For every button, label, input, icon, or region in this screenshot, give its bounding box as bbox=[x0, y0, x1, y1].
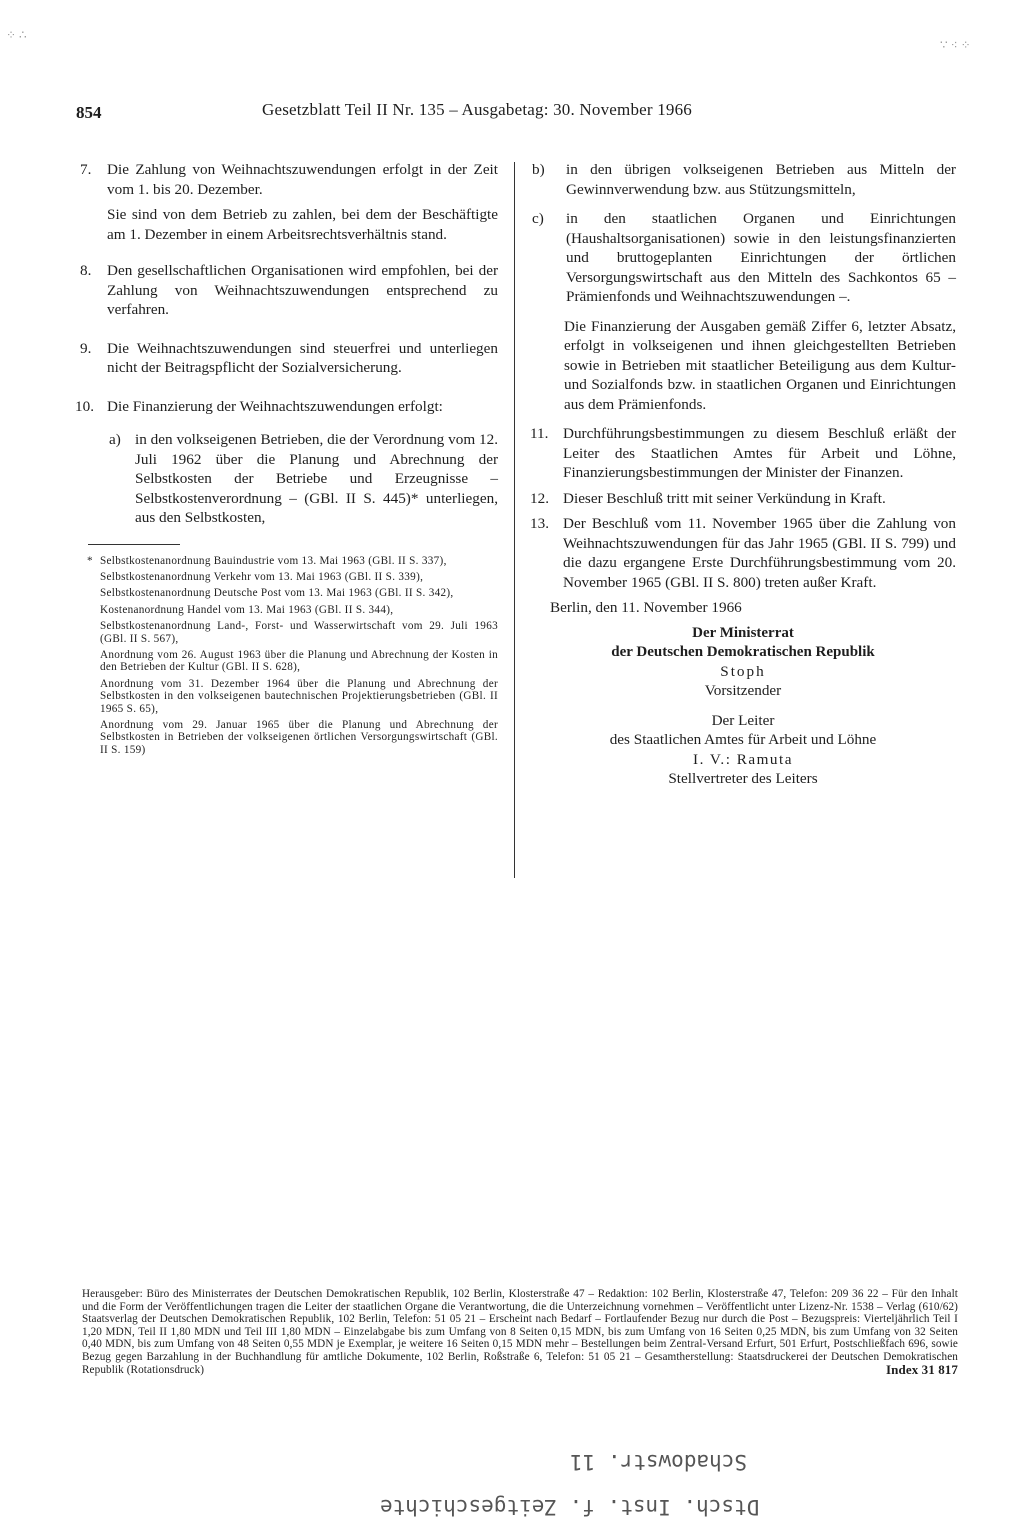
paragraph-7 bbox=[80, 160, 498, 244]
place-date: Berlin, den 11. November 1966 bbox=[550, 599, 742, 616]
subitem-b bbox=[530, 160, 956, 199]
right-column bbox=[530, 160, 956, 789]
footnote-divider bbox=[88, 544, 180, 545]
footnote bbox=[80, 587, 498, 599]
subitem-label: c) bbox=[532, 210, 544, 227]
item-number: 7. bbox=[80, 161, 92, 178]
footnote-text: Selbstkostenanordnung Deutsche Post vom 13. Mai 1963 (GBl. II S. 342), bbox=[100, 587, 454, 600]
paragraph-8 bbox=[80, 261, 498, 320]
page-number: 854 bbox=[76, 103, 102, 122]
subitem-a bbox=[107, 430, 498, 528]
library-stamp-line: Dtsch. Inst. f. Zeitgeschichte bbox=[380, 1495, 760, 1519]
paragraph-13 bbox=[530, 514, 956, 592]
footnote-text: Anordnung vom 26. August 1963 über die Planung und Abrechnung der Kosten in den Betrieben der Kultur (GBl. II S. 628), bbox=[100, 648, 498, 674]
footnote-text: Selbstkostenanordnung Land-, Forst- und Wasserwirtschaft vom 29. Juli 1963 (GBl. II S. 567), bbox=[100, 620, 498, 645]
footnote bbox=[80, 719, 498, 756]
subitem-c bbox=[530, 209, 956, 307]
footnotes bbox=[80, 555, 498, 757]
left-column bbox=[75, 160, 498, 760]
item-number: 11. bbox=[530, 425, 549, 442]
signature-block bbox=[530, 624, 956, 789]
footnote bbox=[80, 620, 498, 645]
subitem-text: in den staatlichen Organen und Einrichtungen (Haushaltsorganisationen) sowie in den leistungsfinanzierten und bruttogeplanten Einrichtungen der örtlichen Versorgungswirtschaft aus den Mitteln des Sachkontos 65 – Prämienfonds und Weihnachtszuwendungen –. bbox=[566, 210, 956, 305]
footnote-text: Selbstkostenanordnung Verkehr vom 13. Mai 1963 (GBl. II S. 339), bbox=[100, 570, 424, 583]
signatory-body: Der Ministerrat bbox=[692, 624, 794, 641]
item-number: 10. bbox=[75, 397, 94, 415]
item-text: Die Zahlung von Weihnachtszuwendungen erfolgt in der Zeit vom 1. bis 20. Dezember. bbox=[107, 161, 498, 198]
signatory-office: Der Leiter bbox=[711, 711, 775, 729]
paragraph-9 bbox=[80, 339, 498, 378]
footnote bbox=[80, 571, 498, 583]
footnote-text: Selbstkostenanordnung Bauindustrie vom 13. Mai 1963 (GBl. II S. 337), bbox=[100, 554, 447, 567]
signatory-role: Vorsitzender bbox=[704, 682, 782, 699]
item-text: Die Weihnachtszuwendungen sind steuerfrei und unterliegen nicht der Beitragspflicht der Sozialversicherung. bbox=[107, 339, 498, 376]
scan-mark-top-right: ∵ ⁖ ⁘ bbox=[940, 38, 971, 52]
item-number: 12. bbox=[530, 489, 549, 507]
subitem-label: a) bbox=[109, 431, 121, 448]
item-number: 13. bbox=[530, 515, 549, 532]
imprint bbox=[82, 1288, 958, 1376]
library-stamp-line: Schadowstr. 11 bbox=[570, 1450, 748, 1474]
item-text: Der Beschluß vom 11. November 1965 über die Zahlung von Weihnachtszuwendungen für das Jahr 1965 (GBl. II S. 799) und die dazu ergangene Erste Durchführungsbestimmung vom 20. November 1965 (GBl. II S. 800) treten außer Kraft. bbox=[563, 515, 956, 591]
running-head: Gesetzblatt Teil II Nr. 135 – Ausgabetag: 30. November 1966 bbox=[262, 100, 693, 119]
signatory-body: der Deutschen Demokratischen Republik bbox=[611, 643, 875, 660]
item-text: Dieser Beschluß tritt mit seiner Verkündung in Kraft. bbox=[563, 489, 886, 507]
footnote bbox=[80, 604, 498, 616]
footnote bbox=[80, 555, 498, 567]
footnote-mark: * bbox=[87, 554, 93, 567]
column-divider bbox=[514, 162, 515, 878]
signatory-office: des Staatlichen Amtes für Arbeit und Löhne bbox=[609, 731, 877, 748]
item-number: 8. bbox=[80, 262, 92, 279]
imprint-text: Herausgeber: Büro des Ministerrates der Deutschen Demokratischen Republik, 102 Berlin, Klosterstraße 47 – Redaktion: 102 Berlin, Klosterstraße 47, Telefon: 209 36 22 – Für den Inhalt und die Form der Veröffentlichungen tragen die Leiter der staatlichen Organe die Verantwortung, die die Unterzeichnung vornehmen – Veröffentlicht unter Lizenz-Nr. 1538 – Verlag (610/62) Staatsverlag der Deutschen Demokratischen Republik, 102 Berlin, Telefon: 51 05 21 – Erscheint nach Bedarf – Fortlaufender Bezug nur durch die Post – Bezugspreis: Vierteljährlich Teil I 1,20 MDN, Teil II 1,80 MDN und Teil III 1,80 MDN – Einzelabgabe bis zum Umfang von 8 Seiten 0,15 MDN, bis zum Umfang von 16 Seiten 0,25 MDN, bis zum Umfang von 32 Seiten 0,40 MDN, bis zum Umfang von 48 Seiten 0,55 MDN je Exemplar, je weitere 16 Seiten 0,15 MDN mehr – Bestellungen beim Zentral-Versand Erfurt, 501 Erfurt, Postschließfach 696, sowie Bezug gegen Barzahlung in der Buchhandlung für amtliche Dokumente, 102 Berlin, Roßstraße 6, Telefon: 51 05 21 – Gesamtherstellung: Staatsdruckerei der Deutschen Demokratischen Republik (Rotationsdruck) bbox=[82, 1288, 958, 1376]
subitem-text: in den volkseigenen Betrieben, die der Verordnung vom 12. Juli 1962 über die Planung und Abrechnung der Selbstkosten der Betriebe und Erzeugnisse – Selbstkostenverordnung – (GBl. II S. 445)* unterliegen, aus den Selbstkosten, bbox=[135, 431, 498, 526]
scan-mark-top-left: ⁘ ∴ bbox=[6, 28, 27, 42]
item-text: Den gesellschaftlichen Organisationen wird empfohlen, bei der Zahlung von Weihnachtszuwendungen entsprechend zu verfahren. bbox=[107, 262, 498, 318]
footnote-text: Anordnung vom 31. Dezember 1964 über die Planung und Abrechnung der Selbstkosten in den volkseigenen bautechnischen Projektierungsbetrieben (GBl. II 1965 S. 65), bbox=[100, 677, 498, 715]
item-number: 9. bbox=[80, 339, 92, 357]
footnote-text: Kostenanordnung Handel vom 13. Mai 1963 (GBl. II S. 344), bbox=[100, 603, 394, 616]
paragraph-12 bbox=[530, 489, 956, 509]
signatory-name: I. V.: Ramuta bbox=[693, 750, 793, 768]
finance-paragraph: Die Finanzierung der Ausgaben gemäß Ziffer 6, letzter Absatz, erfolgt in volkseigenen und ihnen gleichgestellten Betrieben sowie in Betrieben mit staatlicher Beteiligung aus dem Kultur- und Sozialfonds bzw. in staatlichen Organen und Einrichtungen aus dem Prämienfonds. bbox=[564, 317, 956, 413]
index-number: Index 31 817 bbox=[886, 1361, 958, 1377]
footnote bbox=[80, 678, 498, 715]
signatory-role: Stellvertreter des Leiters bbox=[668, 770, 818, 787]
paragraph-11 bbox=[530, 424, 956, 483]
footnote-text: Anordnung vom 29. Januar 1965 über die Planung und Abrechnung der Selbstkosten in Betrieben der volkseigenen örtlichen Versorgungswirtschaft (GBl. II S. 159) bbox=[100, 718, 498, 756]
signatory-name: Stoph bbox=[720, 662, 766, 680]
item-text: Die Finanzierung der Weihnachtszuwendungen erfolgt: bbox=[107, 397, 443, 415]
footnote bbox=[80, 649, 498, 674]
item-text: Durchführungsbestimmungen zu diesem Beschluß erläßt der Leiter des Staatlichen Amtes für Arbeit und Löhne, Finanzierungsbestimmungen der Minister der Finanzen. bbox=[563, 425, 956, 481]
paragraph-10 bbox=[75, 397, 498, 528]
item-text: Sie sind von dem Betrieb zu zahlen, bei dem der Beschäftigte am 1. Dezember in einem Arbeitsrechtsverhältnis stand. bbox=[107, 206, 498, 243]
subitem-label: b) bbox=[532, 161, 545, 178]
subitem-text: in den übrigen volkseigenen Betrieben aus Mitteln der Gewinnverwendung bzw. aus Stützungsmitteln, bbox=[566, 161, 956, 198]
